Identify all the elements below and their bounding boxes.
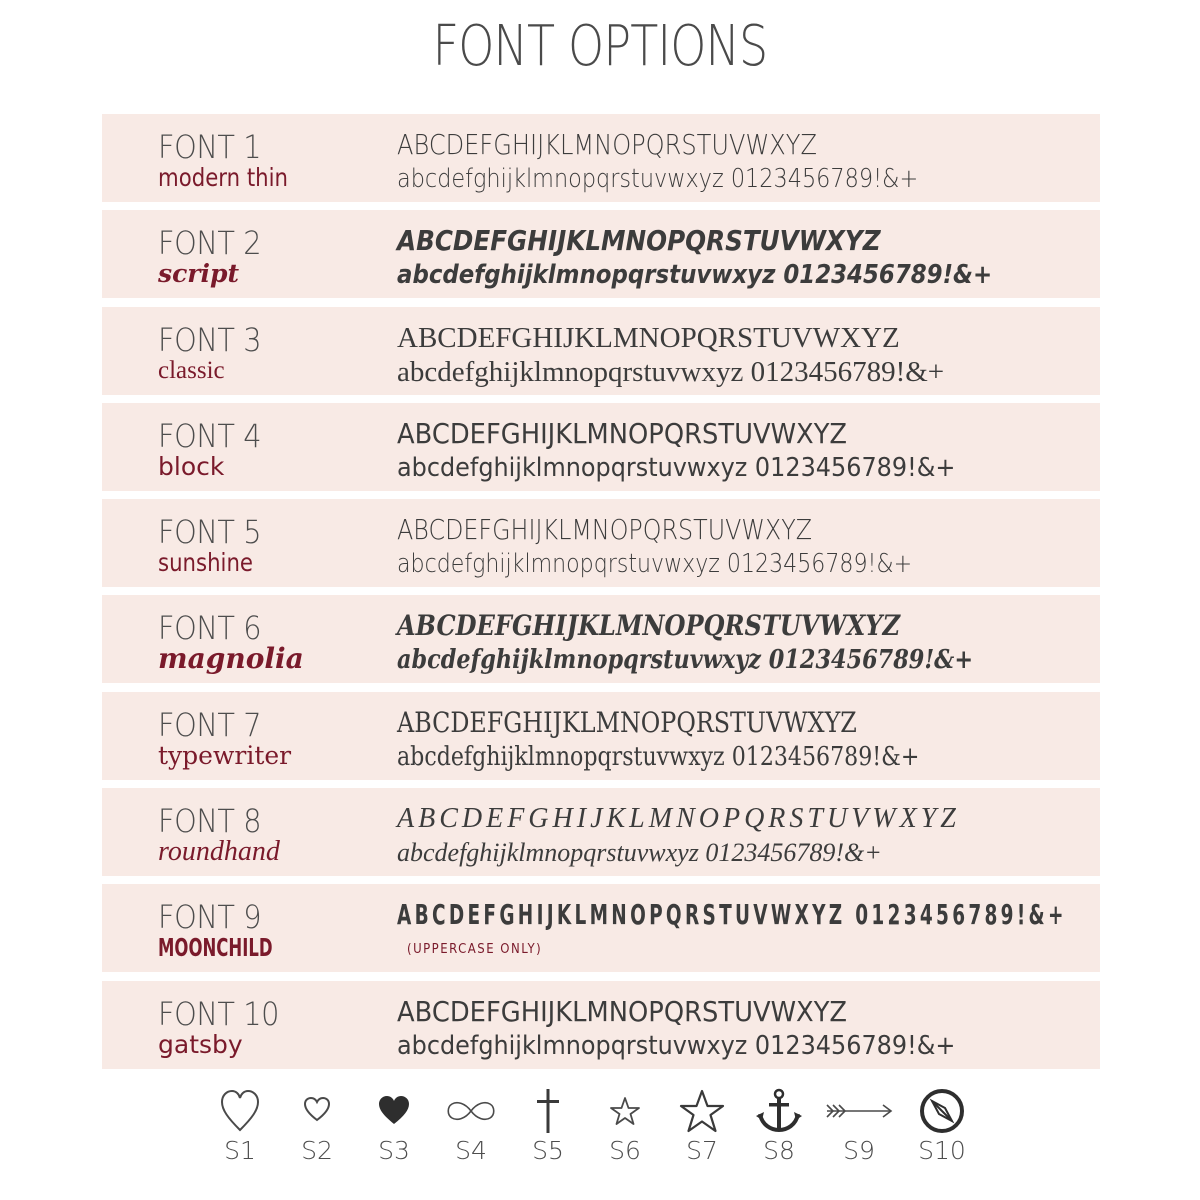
symbol-option-8[interactable] xyxy=(744,1088,814,1165)
symbol-option-7[interactable] xyxy=(667,1088,737,1165)
font-number: FONT 7 xyxy=(158,705,262,744)
font-sample xyxy=(397,995,955,1063)
star-outline-icon xyxy=(677,1088,727,1134)
symbol-label: S5 xyxy=(532,1136,564,1165)
font-sample xyxy=(397,321,944,389)
font-number: FONT 2 xyxy=(158,224,262,263)
heart-filled-icon xyxy=(372,1088,416,1134)
font-sample xyxy=(397,802,960,870)
font-style-name: sunshine xyxy=(158,548,254,578)
lowercase-sample: abcdefghijklmnopqrstuvwxyz 0123456789!&+ xyxy=(397,645,974,676)
heart-outline-icon xyxy=(218,1088,262,1134)
font-number: FONT 9 xyxy=(158,898,262,937)
small-heart-outline-icon xyxy=(295,1088,339,1134)
symbol-label: S3 xyxy=(378,1136,410,1165)
lowercase-sample: abcdefghijklmnopqrstuvwxyz 0123456789!&+ xyxy=(397,741,920,772)
font-number: FONT 10 xyxy=(158,994,280,1033)
font-style-name: script xyxy=(158,259,239,289)
font-sample xyxy=(397,706,919,774)
cross-icon xyxy=(526,1088,570,1134)
uppercase-sample: ABCDEFGHIJKLMNOPQRSTUVWXYZ xyxy=(397,416,848,450)
lowercase-sample: abcdefghijklmnopqrstuvwxyz 0123456789!&+ xyxy=(397,838,882,868)
symbol-option-3[interactable] xyxy=(359,1088,429,1165)
font-style-name: block xyxy=(158,451,225,481)
uppercase-sample: ABCDEFGHIJKLMNOPQRSTUVWXYZ xyxy=(397,321,900,354)
small-star-outline-icon xyxy=(603,1088,647,1134)
arrow-icon xyxy=(823,1088,895,1134)
uppercase-sample: ABCDEFGHIJKLMNOPQRSTUVWXYZ xyxy=(397,513,813,547)
font-option-5[interactable] xyxy=(102,499,1100,587)
font-option-4[interactable] xyxy=(102,403,1100,491)
font-option-7[interactable] xyxy=(102,692,1100,780)
uppercase-sample: ABCDEFGHIJKLMNOPQRSTUVWXYZ xyxy=(397,224,881,258)
lowercase-sample: abcdefghijklmnopqrstuvwxyz 0123456789!&+ xyxy=(397,1030,956,1061)
font-sample xyxy=(397,609,973,677)
symbol-option-5[interactable] xyxy=(513,1088,583,1165)
font-option-10[interactable] xyxy=(102,981,1100,1069)
font-number: FONT 6 xyxy=(158,609,262,648)
symbol-options xyxy=(205,1088,1005,1178)
font-sample xyxy=(397,898,1067,932)
font-sample xyxy=(397,417,955,485)
page-title: FONT OPTIONS xyxy=(432,14,768,79)
font-number: FONT 1 xyxy=(158,128,262,166)
font-sample xyxy=(397,224,992,292)
font-number: FONT 5 xyxy=(158,513,262,552)
uppercase-only-note: (UPPERCASE ONLY) xyxy=(407,942,543,958)
uppercase-sample: ABCDEFGHIJKLMNOPQRSTUVWXYZ xyxy=(397,609,901,643)
symbol-label: S8 xyxy=(763,1136,795,1165)
lowercase-sample: abcdefghijklmnopqrstuvwxyz 0123456789!&+ xyxy=(397,260,993,291)
font-option-9[interactable] xyxy=(102,884,1100,972)
uppercase-sample: ABCDEFGHIJKLMNOPQRSTUVWXYZ 0123456789!&+ xyxy=(397,898,1067,932)
uppercase-sample: ABCDEFGHIJKLMNOPQRSTUVWXYZ xyxy=(397,803,960,835)
font-number: FONT 4 xyxy=(158,416,262,455)
font-number: FONT 3 xyxy=(158,320,262,359)
uppercase-sample: ABCDEFGHIJKLMNOPQRSTUVWXYZ xyxy=(397,705,857,739)
symbol-label: S6 xyxy=(609,1136,641,1165)
symbol-label: S10 xyxy=(918,1136,966,1165)
font-option-2[interactable] xyxy=(102,210,1100,298)
symbol-option-6[interactable] xyxy=(590,1088,660,1165)
compass-icon xyxy=(914,1088,970,1134)
anchor-icon xyxy=(754,1088,804,1134)
font-option-6[interactable] xyxy=(102,595,1100,683)
font-option-1[interactable] xyxy=(102,114,1100,202)
lowercase-sample: abcdefghijklmnopqrstuvwxyz 0123456789!&+ xyxy=(397,549,913,580)
font-sample xyxy=(397,513,912,581)
symbol-label: S2 xyxy=(301,1136,333,1165)
uppercase-sample: ABCDEFGHIJKLMNOPQRSTUVWXYZ xyxy=(397,128,817,161)
symbol-option-1[interactable] xyxy=(205,1088,275,1165)
font-style-name: modern thin xyxy=(158,163,289,192)
font-number: FONT 8 xyxy=(158,802,262,841)
symbol-label: S1 xyxy=(224,1136,256,1165)
symbol-option-9[interactable] xyxy=(821,1088,897,1165)
font-sample xyxy=(397,128,918,196)
font-style-name: MOONCHILD xyxy=(158,933,273,963)
infinity-icon xyxy=(441,1088,501,1134)
lowercase-sample: abcdefghijklmnopqrstuvwxyz 0123456789!&+ xyxy=(397,355,945,388)
font-option-3[interactable] xyxy=(102,307,1100,395)
symbol-label: S9 xyxy=(843,1136,875,1165)
symbol-option-4[interactable] xyxy=(436,1088,506,1165)
font-style-name: roundhand xyxy=(158,836,280,868)
symbol-option-10[interactable] xyxy=(907,1088,977,1165)
font-style-name: magnolia xyxy=(158,642,304,676)
font-style-name: gatsby xyxy=(158,1029,243,1059)
symbol-label: S4 xyxy=(455,1136,487,1165)
symbol-option-2[interactable] xyxy=(282,1088,352,1165)
lowercase-sample: abcdefghijklmnopqrstuvwxyz 0123456789!&+ xyxy=(397,164,919,194)
symbol-label: S7 xyxy=(686,1136,718,1165)
uppercase-sample: ABCDEFGHIJKLMNOPQRSTUVWXYZ xyxy=(397,994,848,1028)
font-style-name: typewriter xyxy=(158,740,292,770)
lowercase-sample: abcdefghijklmnopqrstuvwxyz 0123456789!&+ xyxy=(397,452,956,483)
font-style-name: classic xyxy=(158,356,225,384)
font-option-8[interactable] xyxy=(102,788,1100,876)
font-options-list xyxy=(102,114,1100,1077)
